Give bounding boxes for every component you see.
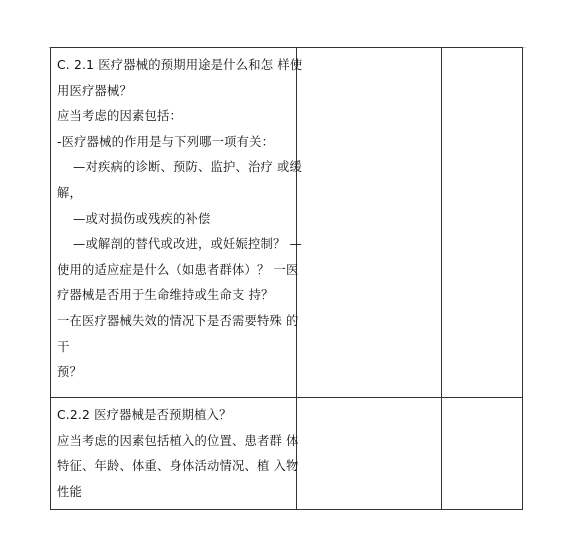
text-line: 疗器械是否用于生命维持或生命支 持？ — [57, 288, 274, 303]
text-line: 预？ — [57, 365, 82, 380]
text-line: C.2.2 医疗器械是否预期植入？ — [57, 408, 232, 422]
table-row — [51, 398, 523, 510]
question-text — [51, 398, 299, 509]
text-line: 性能 — [57, 484, 82, 499]
text-line: 干 — [57, 339, 70, 354]
text-line: —或对损伤或残疾的补偿 — [73, 211, 211, 226]
text-line: 应当考虑的因素包括： — [57, 109, 182, 124]
text-line: 一在医疗器械失效的情况下是否需要特殊 的 — [57, 313, 299, 328]
answer-cell — [297, 48, 442, 398]
text-line: 特征、年龄、体重、身体活动情况、植 入物 — [57, 459, 299, 474]
text-line: 解， — [57, 185, 82, 200]
answer-cell — [297, 398, 442, 510]
text-line: 用医疗器械？ — [57, 83, 132, 98]
checklist-table — [50, 47, 523, 510]
text-line: —或解剖的替代或改进，或妊娠控制？ — — [73, 237, 303, 252]
note-cell — [442, 48, 523, 398]
answer-text — [297, 48, 441, 57]
text-line: 使用的适应症是什么（如患者群体）？ 一医 — [57, 262, 299, 277]
table-row — [51, 48, 523, 398]
text-line: 应当考虑的因素包括植入的位置、患者群 体 — [57, 433, 299, 448]
text-line: C. 2.1 医疗器械的预期用途是什么和怎 样使 — [57, 58, 303, 72]
text-line: -医疗器械的作用是与下列哪一项有关： — [57, 134, 275, 149]
answer-text — [297, 398, 441, 407]
note-text — [442, 48, 522, 57]
question-text — [51, 48, 303, 390]
note-cell — [442, 398, 523, 510]
question-cell — [51, 48, 303, 398]
note-text — [442, 398, 522, 407]
text-line: —对疾病的诊断、预防、监护、治疗 或缓 — [73, 160, 303, 175]
question-cell — [51, 398, 297, 510]
